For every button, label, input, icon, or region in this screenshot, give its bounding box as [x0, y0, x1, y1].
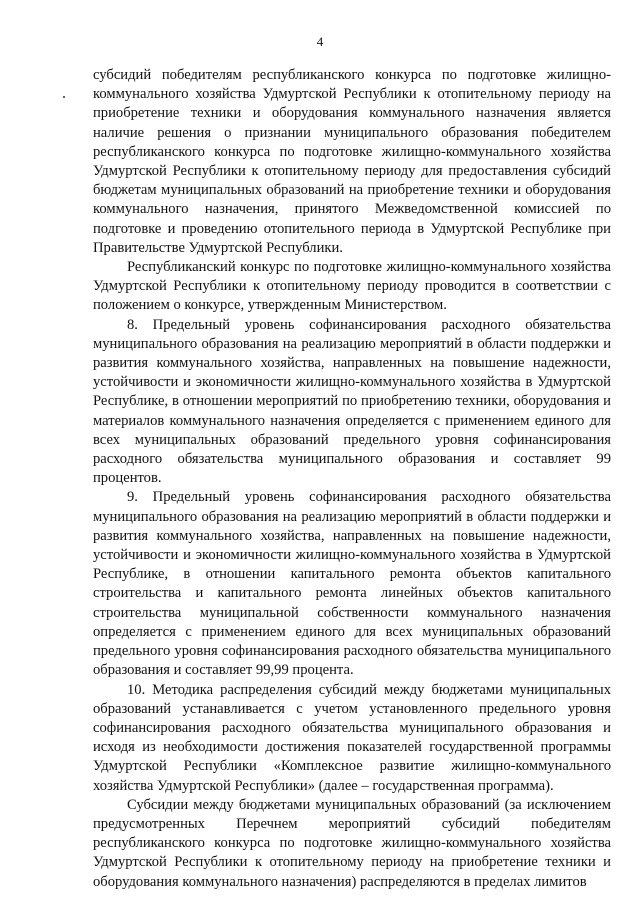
- paragraph-subsidies-distribution: Субсидии между бюджетами муниципальных образований (за исключением предусмотренных Перечнем мероприятий субсидий победителям республиканского конкурса по подготовке жилищно-коммунального хозяйства Удмуртской Республики к отопительному периоду на приобретение техники и оборудования коммунального назначения) распределяются в пределах лимитов: [93, 796, 611, 890]
- paragraph-contest-info: Республиканский конкурс по подготовке жилищно-коммунального хозяйства Удмуртской Республики к отопительному периоду проводится в соответствии с положением о конкурсе, утвержденным Министерством.: [93, 259, 611, 314]
- paragraph-continuation: субсидий победителям республиканского конкурса по подготовке жилищно-коммунального хозяйства Удмуртской Республики к отопительному периоду на приобретение техники и оборудования коммунального назначения является наличие решения о признании муниципального образования победителем республиканского конкурса по подготовке жилищно-коммунального хозяйства Удмуртской Республики к отопительному периоду для предоставления субсидий бюджетам муниципальных образований на приобретение техники и оборудования коммунального назначения, принятого Межведомственной комиссией по подготовке и проведению отопительного периода в Удмуртской Республике при Правительстве Удмуртской Республики.: [93, 67, 611, 256]
- page-number: 4: [316, 34, 324, 49]
- paragraph-item-8: 8. Предельный уровень софинансирования расходного обязательства муниципального образования на реализацию мероприятий в области поддержки и развития коммунального хозяйства, направленных на повышение надежности, устойчивости и экономичности жилищно-коммунального хозяйства в Удмуртской Республике, в отношении мероприятий по приобретению техники, оборудования и материалов коммунального назначения определяется с применением единого для всех муниципальных образований предельного уровня софинансирования расходного обязательства муниципального образования и составляет 99 процентов.: [93, 316, 611, 487]
- paragraph-item-9: 9. Предельный уровень софинансирования расходного обязательства муниципального образования на реализацию мероприятий в области поддержки и развития коммунального хозяйства, направленных на повышение надежности, устойчивости и экономичности жилищно-коммунального хозяйства в Удмуртской Республике, в отношении капитального ремонта объектов капитального строительства и капитального ремонта линейных объектов капитального строительства муниципальной собственности коммунального назначения определяется с применением единого для всех муниципальных образований предельного уровня софинансирования расходного обязательства муниципального образования и составляет 99,99 процента.: [93, 489, 611, 679]
- paragraph-item-10: 10. Методика распределения субсидий между бюджетами муниципальных образований устанавливается с учетом установленного предельного уровня софинансирования расходного обязательства муниципального образования и исходя из необходимости достижения показателей государственной программы Удмуртской Республики «Комплексное развитие жилищно-коммунального хозяйства Удмуртской Республики» (далее – государственная программа).: [93, 681, 611, 794]
- scan-speck: [63, 96, 65, 98]
- document-body: [93, 66, 611, 892]
